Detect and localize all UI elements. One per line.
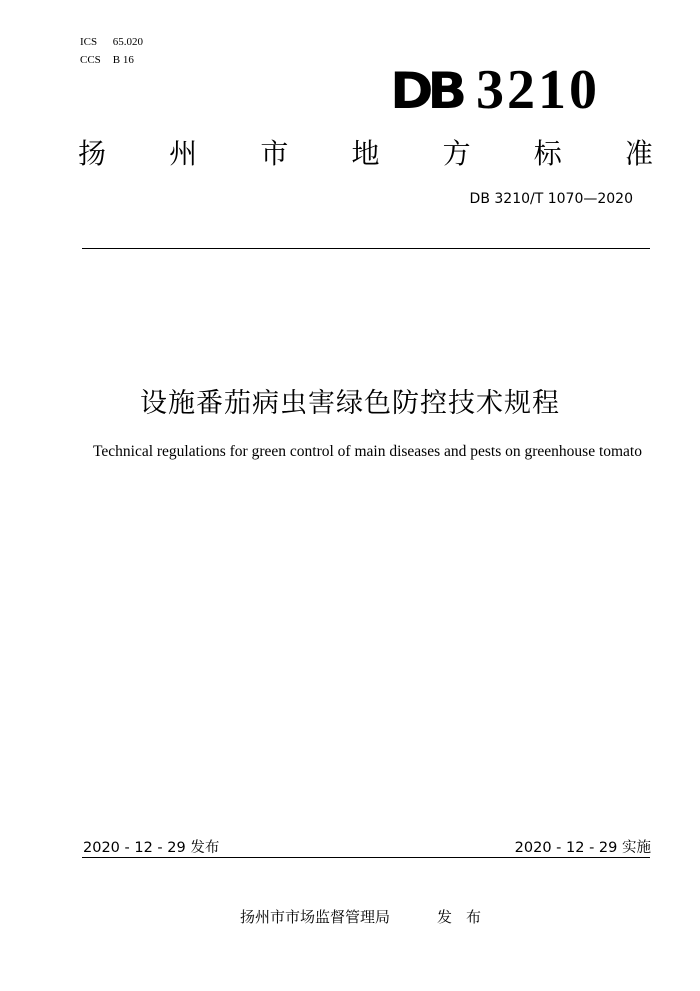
ics-code (80, 33, 143, 51)
standard-type-char: 扬 (78, 137, 107, 170)
ccs-code (80, 51, 143, 69)
document-title-en: Technical regulations for green control of main diseases and pests on greenhouse tomato (93, 443, 642, 460)
standard-type-title (78, 136, 653, 172)
bottom-divider (82, 857, 650, 858)
standard-type-char: 州 (169, 137, 198, 170)
db-logo-prefix: DB (390, 62, 462, 120)
db-logo (390, 58, 630, 120)
ccs-value: B 16 (112, 54, 134, 66)
db-logo-code: 3210 (476, 59, 600, 121)
classification-codes (80, 33, 143, 69)
standard-type-char: 市 (260, 137, 289, 170)
document-title-zh: 设施番茄病虫害绿色防控技术规程 (140, 388, 560, 419)
standard-type-char: 标 (533, 137, 562, 170)
standard-type-char: 地 (351, 137, 380, 170)
issue-label: 发布 (437, 908, 496, 926)
issuing-authority: 扬州市市场监督管理局 (240, 908, 391, 926)
standard-type-char: 方 (442, 137, 471, 170)
ics-label: ICS (80, 36, 98, 48)
standard-type-char: 准 (624, 137, 653, 170)
standard-number: DB 3210/T 1070—2020 (469, 191, 633, 207)
ccs-label: CCS (80, 54, 101, 66)
ics-value: 65.020 (112, 36, 143, 48)
implementation-date: 2020 - 12 - 29 实施 (514, 840, 651, 856)
top-divider (82, 248, 650, 249)
release-date: 2020 - 12 - 29 发布 (83, 840, 220, 856)
